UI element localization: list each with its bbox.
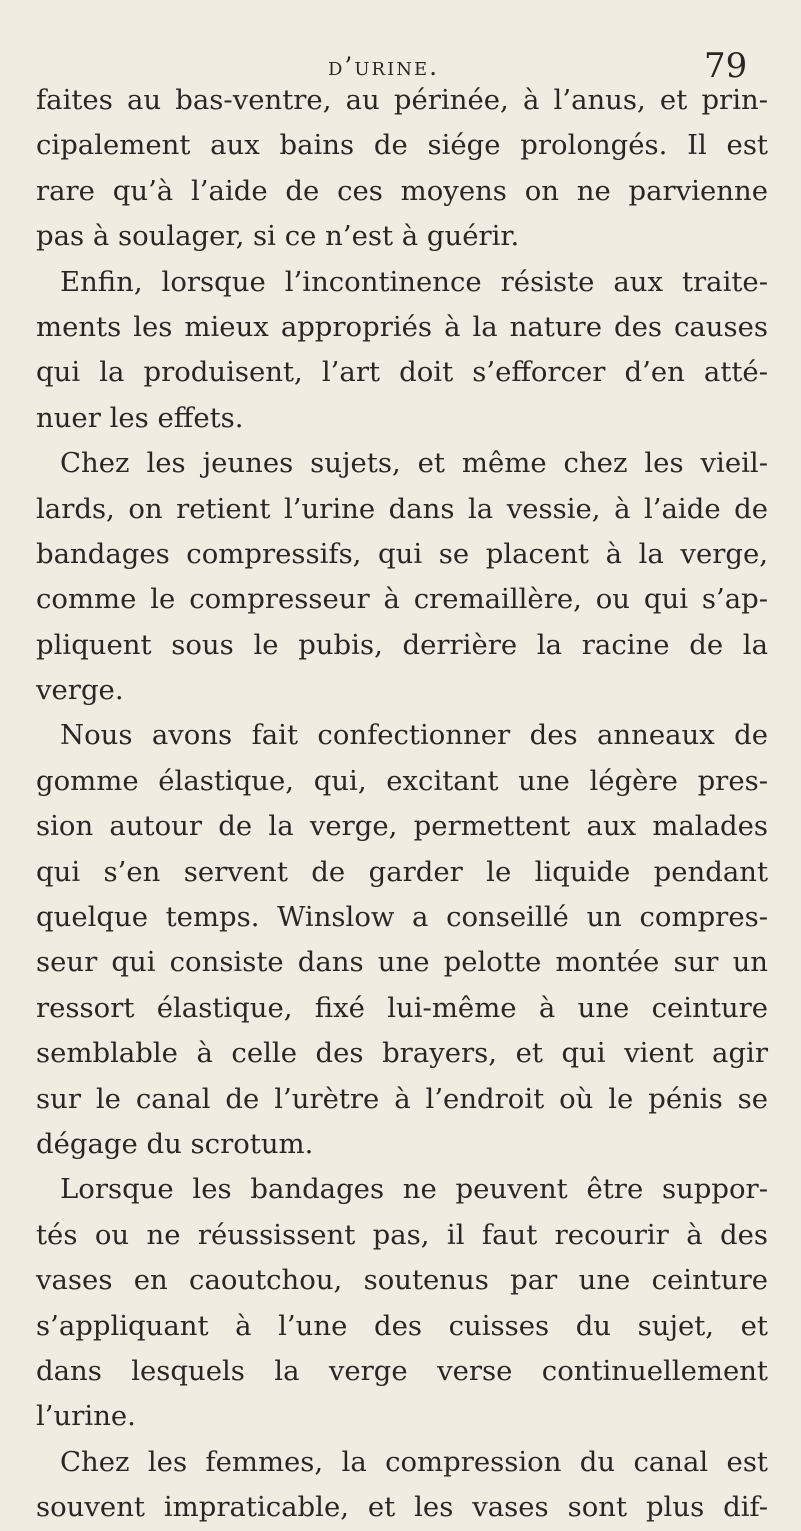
text-line: sur le canal de l’urètre à l’endroit où le pénis se bbox=[36, 1082, 768, 1115]
page-number: 79 bbox=[704, 46, 748, 86]
text-line: seur qui consiste dans une pelotte montée sur un bbox=[36, 946, 768, 979]
text-line: verge. bbox=[36, 674, 124, 707]
text-line: dégage du scrotum. bbox=[36, 1127, 314, 1160]
text-line: nuer les effets. bbox=[36, 401, 244, 434]
text-line: Nous avons fait confectionner des anneaux de bbox=[60, 719, 768, 752]
text-line: ressort élastique, fixé lui-même à une ceinture bbox=[36, 991, 768, 1024]
text-line: l’urine. bbox=[36, 1400, 136, 1433]
text-line: comme le compresseur à cremaillère, ou qui s’ap- bbox=[36, 583, 768, 616]
text-line: ments les mieux appropriés à la nature des causes bbox=[36, 310, 768, 343]
text-line: Enfin, lorsque l’incontinence résiste aux traite- bbox=[60, 265, 768, 298]
text-line: souvent impraticable, et les vases sont plus dif- bbox=[36, 1491, 768, 1524]
text-line: tés ou ne réussissent pas, il faut recourir à des bbox=[36, 1218, 768, 1251]
text-line: gomme élastique, qui, excitant une légère pres- bbox=[36, 764, 768, 797]
text-line: Lorsque les bandages ne peuvent être suppor- bbox=[60, 1173, 768, 1206]
text-line: cipalement aux bains de siége prolongés. Il est bbox=[36, 129, 768, 162]
text-line: Chez les jeunes sujets, et même chez les vieil- bbox=[60, 447, 768, 480]
text-line: bandages compressifs, qui se placent à la verge, bbox=[36, 537, 768, 570]
text-line: qui la produisent, l’art doit s’efforcer d’en atté- bbox=[36, 356, 768, 389]
text-line: pliquent sous le pubis, derrière la racine de la bbox=[36, 628, 768, 661]
text-line: qui s’en servent de garder le liquide pendant bbox=[36, 855, 768, 888]
text-line: semblable à celle des brayers, et qui vient agir bbox=[36, 1037, 768, 1070]
text-line: sion autour de la verge, permettent aux malades bbox=[36, 810, 768, 843]
text-line: faites au bas-ventre, au périnée, à l’anus, et prin- bbox=[36, 84, 768, 116]
text-line: s’appliquant à l’une des cuisses du sujet, et bbox=[36, 1309, 768, 1342]
text-line: pas à soulager, si ce n’est à guérir. bbox=[36, 220, 520, 253]
text-line: dans lesquels la verge verse continuellement bbox=[36, 1354, 768, 1387]
running-head: d’urine. bbox=[328, 52, 440, 81]
text-line: vases en caoutchou, soutenus par une ceinture bbox=[36, 1264, 768, 1297]
text-line: lards, on retient l’urine dans la vessie, à l’aide de bbox=[36, 492, 768, 525]
text-line: Chez les femmes, la compression du canal est bbox=[60, 1445, 768, 1478]
body-text bbox=[36, 78, 768, 1531]
text-line: quelque temps. Winslow a conseillé un compres- bbox=[36, 901, 768, 934]
text-line: rare qu’à l’aide de ces moyens on ne parvienne bbox=[36, 174, 768, 207]
